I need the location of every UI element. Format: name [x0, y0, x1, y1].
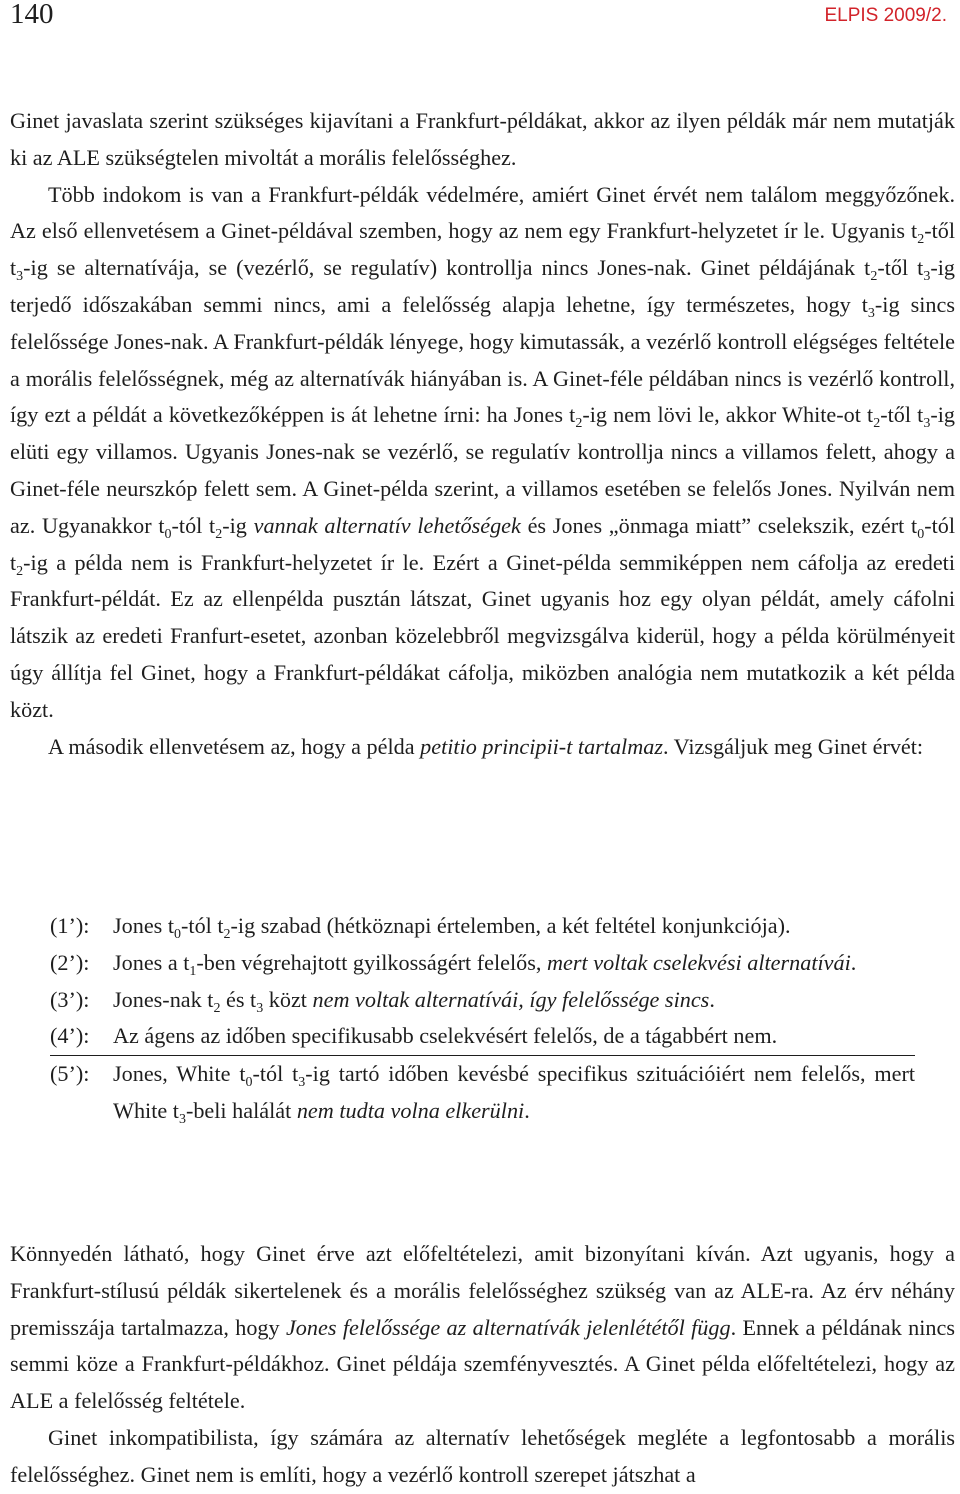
subscript: 2 [873, 416, 881, 432]
italic-phrase: mert voltak cselekvési alternatívái [547, 949, 851, 975]
premise-number: (2’): [50, 949, 90, 975]
text: Jones a t [113, 949, 190, 975]
text: . [850, 949, 857, 975]
text: -beli halálát [185, 1097, 297, 1123]
premise-item [50, 982, 915, 1019]
text: és t [220, 986, 257, 1012]
premise-item [50, 1018, 915, 1056]
paragraph-5: Ginet inkompatibilista, így számára az alternatív lehetőségek megléte a legfontosabb a morális felelősséghez. Ginet nem is említi, hogy a vezérlő kontroll szerepet játszhat a [10, 1424, 955, 1487]
text: -től t [880, 402, 924, 428]
subscript: 3 [867, 305, 875, 321]
italic-phrase: nem voltak alternatívái, így felelőssége sincs [312, 986, 710, 1012]
subscript: 0 [245, 1075, 253, 1091]
subscript: 2 [16, 563, 24, 579]
text: -ig elüti egy villamos. Ugyanis Jones-nak se vezérlő, se regulatív kontrollja nincs a villamos felett, ahogy a Ginet-féle neurszkóp felett sem. A Ginet-példa szerint, a villamos esetében se felelős Jones. Nyilván nem az. Ugyanakkor t [10, 402, 955, 538]
text: . Vizsgáljuk meg Ginet érvét: [662, 733, 924, 759]
text: -ig [222, 512, 254, 538]
text: -től t [10, 218, 955, 281]
premise-text [113, 1056, 915, 1130]
text: . [524, 1097, 530, 1123]
italic-phrase: petitio principii-t tartalmaz [420, 733, 663, 759]
subscript: 3 [923, 269, 931, 285]
paragraph-4 [10, 1236, 955, 1420]
main-text [10, 103, 955, 765]
subscript: 3 [298, 1075, 306, 1091]
subscript: 2 [870, 269, 878, 285]
premise-item [50, 1056, 915, 1130]
italic-phrase: vannak alternatív lehetőségek [253, 512, 521, 538]
text: -ig szabad (hétköznapi értelemben, a két feltétel konjunkciója). [230, 913, 791, 938]
text: -ig terjedő időszakában semmi nincs, ami a felelősség alapja lehetne, így természetes, hogy t [10, 255, 955, 317]
subscript: 0 [917, 526, 925, 542]
text: -ben végrehajtott gyilkosságért felelős, [196, 949, 548, 975]
subscript: 3 [256, 1000, 264, 1016]
text: -tól t [10, 512, 955, 575]
closing-text [10, 1236, 955, 1494]
premise-text [113, 908, 915, 945]
paragraph-2 [10, 177, 955, 729]
premise-item [50, 945, 915, 982]
text: Jones, White t [113, 1061, 246, 1087]
premise-number: (5’): [50, 1061, 90, 1087]
subscript: 0 [174, 927, 182, 942]
premise-text [113, 945, 915, 982]
text: -ig nem lövi le, akkor White-ot t [582, 402, 874, 428]
premise-list [50, 908, 915, 1130]
subscript: 3 [178, 1111, 186, 1127]
premise-text: Az ágens az időben specifikusabb cselekvésért felelős, de a tágabbért nem. [113, 1023, 778, 1049]
italic-phrase: nem tudta volna elkerülni [296, 1097, 525, 1123]
text: -től t [877, 255, 924, 281]
text: -tól t [252, 1061, 299, 1087]
text: Jones-nak t [113, 986, 214, 1012]
subscript: 2 [215, 526, 223, 542]
premise-number: (3’): [50, 986, 90, 1012]
text: -ig a példa nem is Frankfurt-helyzetet ír le. Ezért a Ginet-példa semmiképpen nem cáfolja az eredeti Frankfurt-példát. Ez az ellenpélda pusztán látszat, Ginet ugyanis hoz egy olyan példát, amely cáfolni látszik az eredeti Franfurt-esetet, azonban közelebbről megvizsgálva kiderül, hogy a példa körülményeit úgy állítja fel Ginet, hogy a Frankfurt-példákat cáfolja, miközben analógia nem mutatkozik a két példa közt. [10, 549, 955, 722]
text: A második ellenvetésem az, hogy a példa [48, 733, 421, 759]
subscript: 2 [917, 232, 925, 248]
premise-text [113, 982, 915, 1019]
subscript: 3 [16, 269, 24, 285]
paragraph-3 [10, 729, 955, 766]
text: -tól t [181, 913, 224, 938]
subscript: 0 [164, 526, 172, 542]
text: Jones t [113, 913, 175, 938]
subscript: 1 [189, 963, 197, 979]
journal-reference: ELPIS 2009/2. [824, 5, 947, 26]
text: . [709, 986, 715, 1012]
text: Könnyedén látható, hogy Ginet érve azt előfeltételezi, amit bizonyítani kíván. Azt ugyanis, hogy a Frankfurt-stílusú példák sikertelenek és a morális felelősséghez szükség van az ALE-ra. Az érv néhány premisszája tartalmazza, hogy [10, 1241, 955, 1340]
subscript: 2 [575, 416, 583, 432]
text: -ig sincs felelőssége Jones-nak. A Frankfurt-példák lényege, hogy kimutassák, a vezérlő kontroll elégséges feltétele a morális felelősségnek, még az alternatívák hiányában is. A Ginet-féle példában nincs is vezérlő kontroll, így ezt a példát a következőképpen is át lehetne írni: ha Jones t [10, 291, 955, 428]
page-number: 140 [10, 0, 54, 30]
premise-number: (4’): [50, 1023, 90, 1049]
text: -ig se alternatívája, se (vezérlő, se regulatív) kontrollja nincs Jones-nak. Ginet példájának t [23, 255, 871, 281]
text: -tól t [171, 512, 216, 538]
text: Több indokom is van a Frankfurt-példák védelmére, amiért Ginet érvét nem találom meggyőzőnek. Az első ellenvetésem a Ginet-példával szemben, hogy az nem egy Frankfurt-helyzetet ír le. Ugyanis t [10, 181, 955, 244]
text: közt [263, 986, 313, 1012]
premise-item [50, 908, 915, 945]
premise-number: (1’): [50, 913, 90, 938]
subscript: 3 [923, 416, 931, 432]
text: . Ennek a példának nincs semmi köze a Frankfurt-példákhoz. Ginet példája szemfényvesztés. A Ginet példa előfeltételezi, hogy az ALE a felelősség feltétele. [10, 1314, 955, 1414]
paragraph-1: Ginet javaslata szerint szükséges kijavítani a Frankfurt-példákat, akkor az ilyen példák már nem mutatják ki az ALE szükségtelen mivoltát a morális felelősséghez. [10, 108, 955, 170]
text: és Jones „önmaga miatt” cselekszik, ezért t [520, 512, 918, 538]
italic-phrase: Jones felelőssége az alternatívák jelenlététől függ [285, 1314, 731, 1340]
subscript: 2 [213, 1000, 221, 1016]
subscript: 2 [223, 927, 231, 942]
text: -ig tartó időben kevésbé specifikus szituációiért nem felelős, mert White t [113, 1061, 915, 1123]
